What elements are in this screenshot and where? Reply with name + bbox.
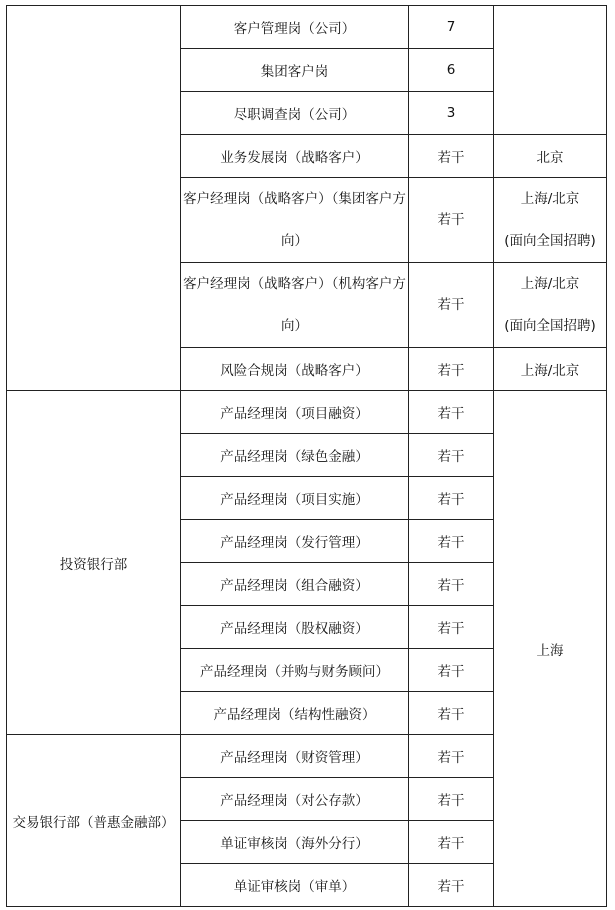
headcount-cell: 若干 — [409, 606, 494, 649]
headcount-cell: 若干 — [409, 649, 494, 692]
headcount-cell: 若干 — [409, 348, 494, 391]
position-cell: 业务发展岗（战略客户） — [181, 135, 409, 178]
location-cell — [494, 263, 607, 348]
headcount-cell: 若干 — [409, 391, 494, 434]
location-cell: 上海/北京 — [494, 348, 607, 391]
table-row — [7, 391, 607, 434]
department-cell: 投资银行部 — [7, 391, 181, 735]
department-cell: 交易银行部（普惠金融部） — [7, 735, 181, 907]
position-cell: 集团客户岗 — [181, 49, 409, 92]
headcount-cell: 若干 — [409, 563, 494, 606]
position-cell: 风险合规岗（战略客户） — [181, 348, 409, 391]
position-cell: 单证审核岗（海外分行） — [181, 821, 409, 864]
headcount-cell: 若干 — [409, 520, 494, 563]
headcount-cell: 若干 — [409, 477, 494, 520]
position-cell: 产品经理岗（绿色金融） — [181, 434, 409, 477]
location-note: (面向全国招聘) — [504, 318, 596, 334]
location-note: (面向全国招聘) — [504, 233, 596, 249]
headcount-cell: 若干 — [409, 735, 494, 778]
position-cell: 单证审核岗（审单） — [181, 864, 409, 907]
headcount-cell: 3 — [409, 92, 494, 135]
location-cell — [494, 178, 607, 263]
position-cell: 产品经理岗（项目实施） — [181, 477, 409, 520]
headcount-cell: 若干 — [409, 821, 494, 864]
position-cell: 产品经理岗（发行管理） — [181, 520, 409, 563]
headcount-cell: 6 — [409, 49, 494, 92]
position-cell: 产品经理岗（对公存款） — [181, 778, 409, 821]
headcount-cell: 若干 — [409, 178, 494, 263]
position-cell: 产品经理岗（组合融资） — [181, 563, 409, 606]
position-cell: 客户管理岗（公司） — [181, 6, 409, 49]
headcount-cell: 若干 — [409, 692, 494, 735]
location-cell — [494, 6, 607, 135]
position-cell: 产品经理岗（项目融资） — [181, 391, 409, 434]
department-cell — [7, 6, 181, 391]
location-text: 上海/北京 — [520, 191, 580, 207]
position-cell: 尽职调查岗（公司） — [181, 92, 409, 135]
headcount-cell: 若干 — [409, 778, 494, 821]
location-text: 上海/北京 — [520, 276, 580, 292]
headcount-cell: 若干 — [409, 864, 494, 907]
table-row — [7, 6, 607, 49]
position-cell: 产品经理岗（并购与财务顾问） — [181, 649, 409, 692]
headcount-cell: 若干 — [409, 135, 494, 178]
position-cell: 客户经理岗（战略客户）（机构客户方向） — [181, 263, 409, 348]
recruitment-table — [6, 5, 607, 907]
location-cell: 上海 — [494, 391, 607, 907]
position-cell: 客户经理岗（战略客户）（集团客户方向） — [181, 178, 409, 263]
position-cell: 产品经理岗（股权融资） — [181, 606, 409, 649]
headcount-cell: 若干 — [409, 434, 494, 477]
headcount-cell: 若干 — [409, 263, 494, 348]
position-cell: 产品经理岗（结构性融资） — [181, 692, 409, 735]
headcount-cell: 7 — [409, 6, 494, 49]
position-cell: 产品经理岗（财资管理） — [181, 735, 409, 778]
location-cell: 北京 — [494, 135, 607, 178]
